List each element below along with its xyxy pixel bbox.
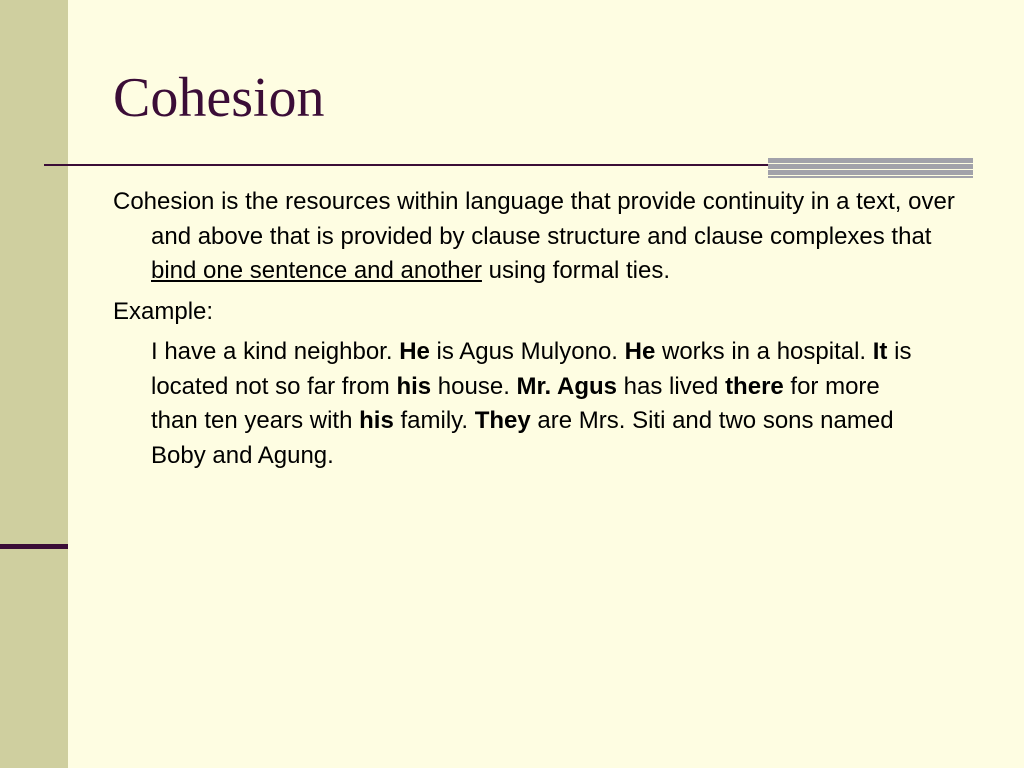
slide-body bbox=[113, 185, 973, 473]
example-run: are Mrs. Siti and two sons named Boby and Agung. bbox=[151, 407, 894, 469]
example-label: Example: bbox=[113, 297, 214, 325]
slide-title: Cohesion bbox=[113, 67, 325, 129]
definition-text-start: Cohesion is the resources within language that provide continuity in a text, over and above that is provided by clause structure and clause complexes that bbox=[113, 188, 955, 250]
left-decorative-band bbox=[0, 0, 68, 768]
example-run: for more than ten years with bbox=[151, 372, 880, 434]
underlined-phrase: bind one sentence and another bbox=[151, 257, 482, 284]
example-bold-run: It bbox=[872, 338, 888, 365]
example-run: I have a kind neighbor. bbox=[151, 338, 400, 365]
example-run: family. bbox=[393, 407, 475, 434]
example-run: is located not so far from bbox=[151, 338, 912, 400]
example-bold-run: there bbox=[725, 372, 784, 400]
example-bold-run: They bbox=[474, 407, 531, 434]
definition-paragraph bbox=[113, 185, 973, 289]
example-run: is Agus Mulyono. bbox=[429, 338, 625, 365]
example-run: has lived bbox=[617, 372, 726, 400]
example-paragraph bbox=[113, 335, 931, 473]
example-bold-run: He bbox=[624, 338, 656, 365]
left-accent-line bbox=[0, 544, 68, 549]
decorative-gray-bar bbox=[768, 158, 973, 178]
example-bold-run: Mr. Agus bbox=[516, 372, 617, 400]
example-bold-run: his bbox=[396, 372, 432, 400]
example-run: works in a hospital. bbox=[655, 338, 873, 365]
definition-text-end: using formal ties. bbox=[481, 257, 671, 284]
example-run: house. bbox=[431, 372, 517, 400]
example-bold-run: He bbox=[399, 338, 430, 365]
example-bold-run: his bbox=[359, 407, 394, 434]
